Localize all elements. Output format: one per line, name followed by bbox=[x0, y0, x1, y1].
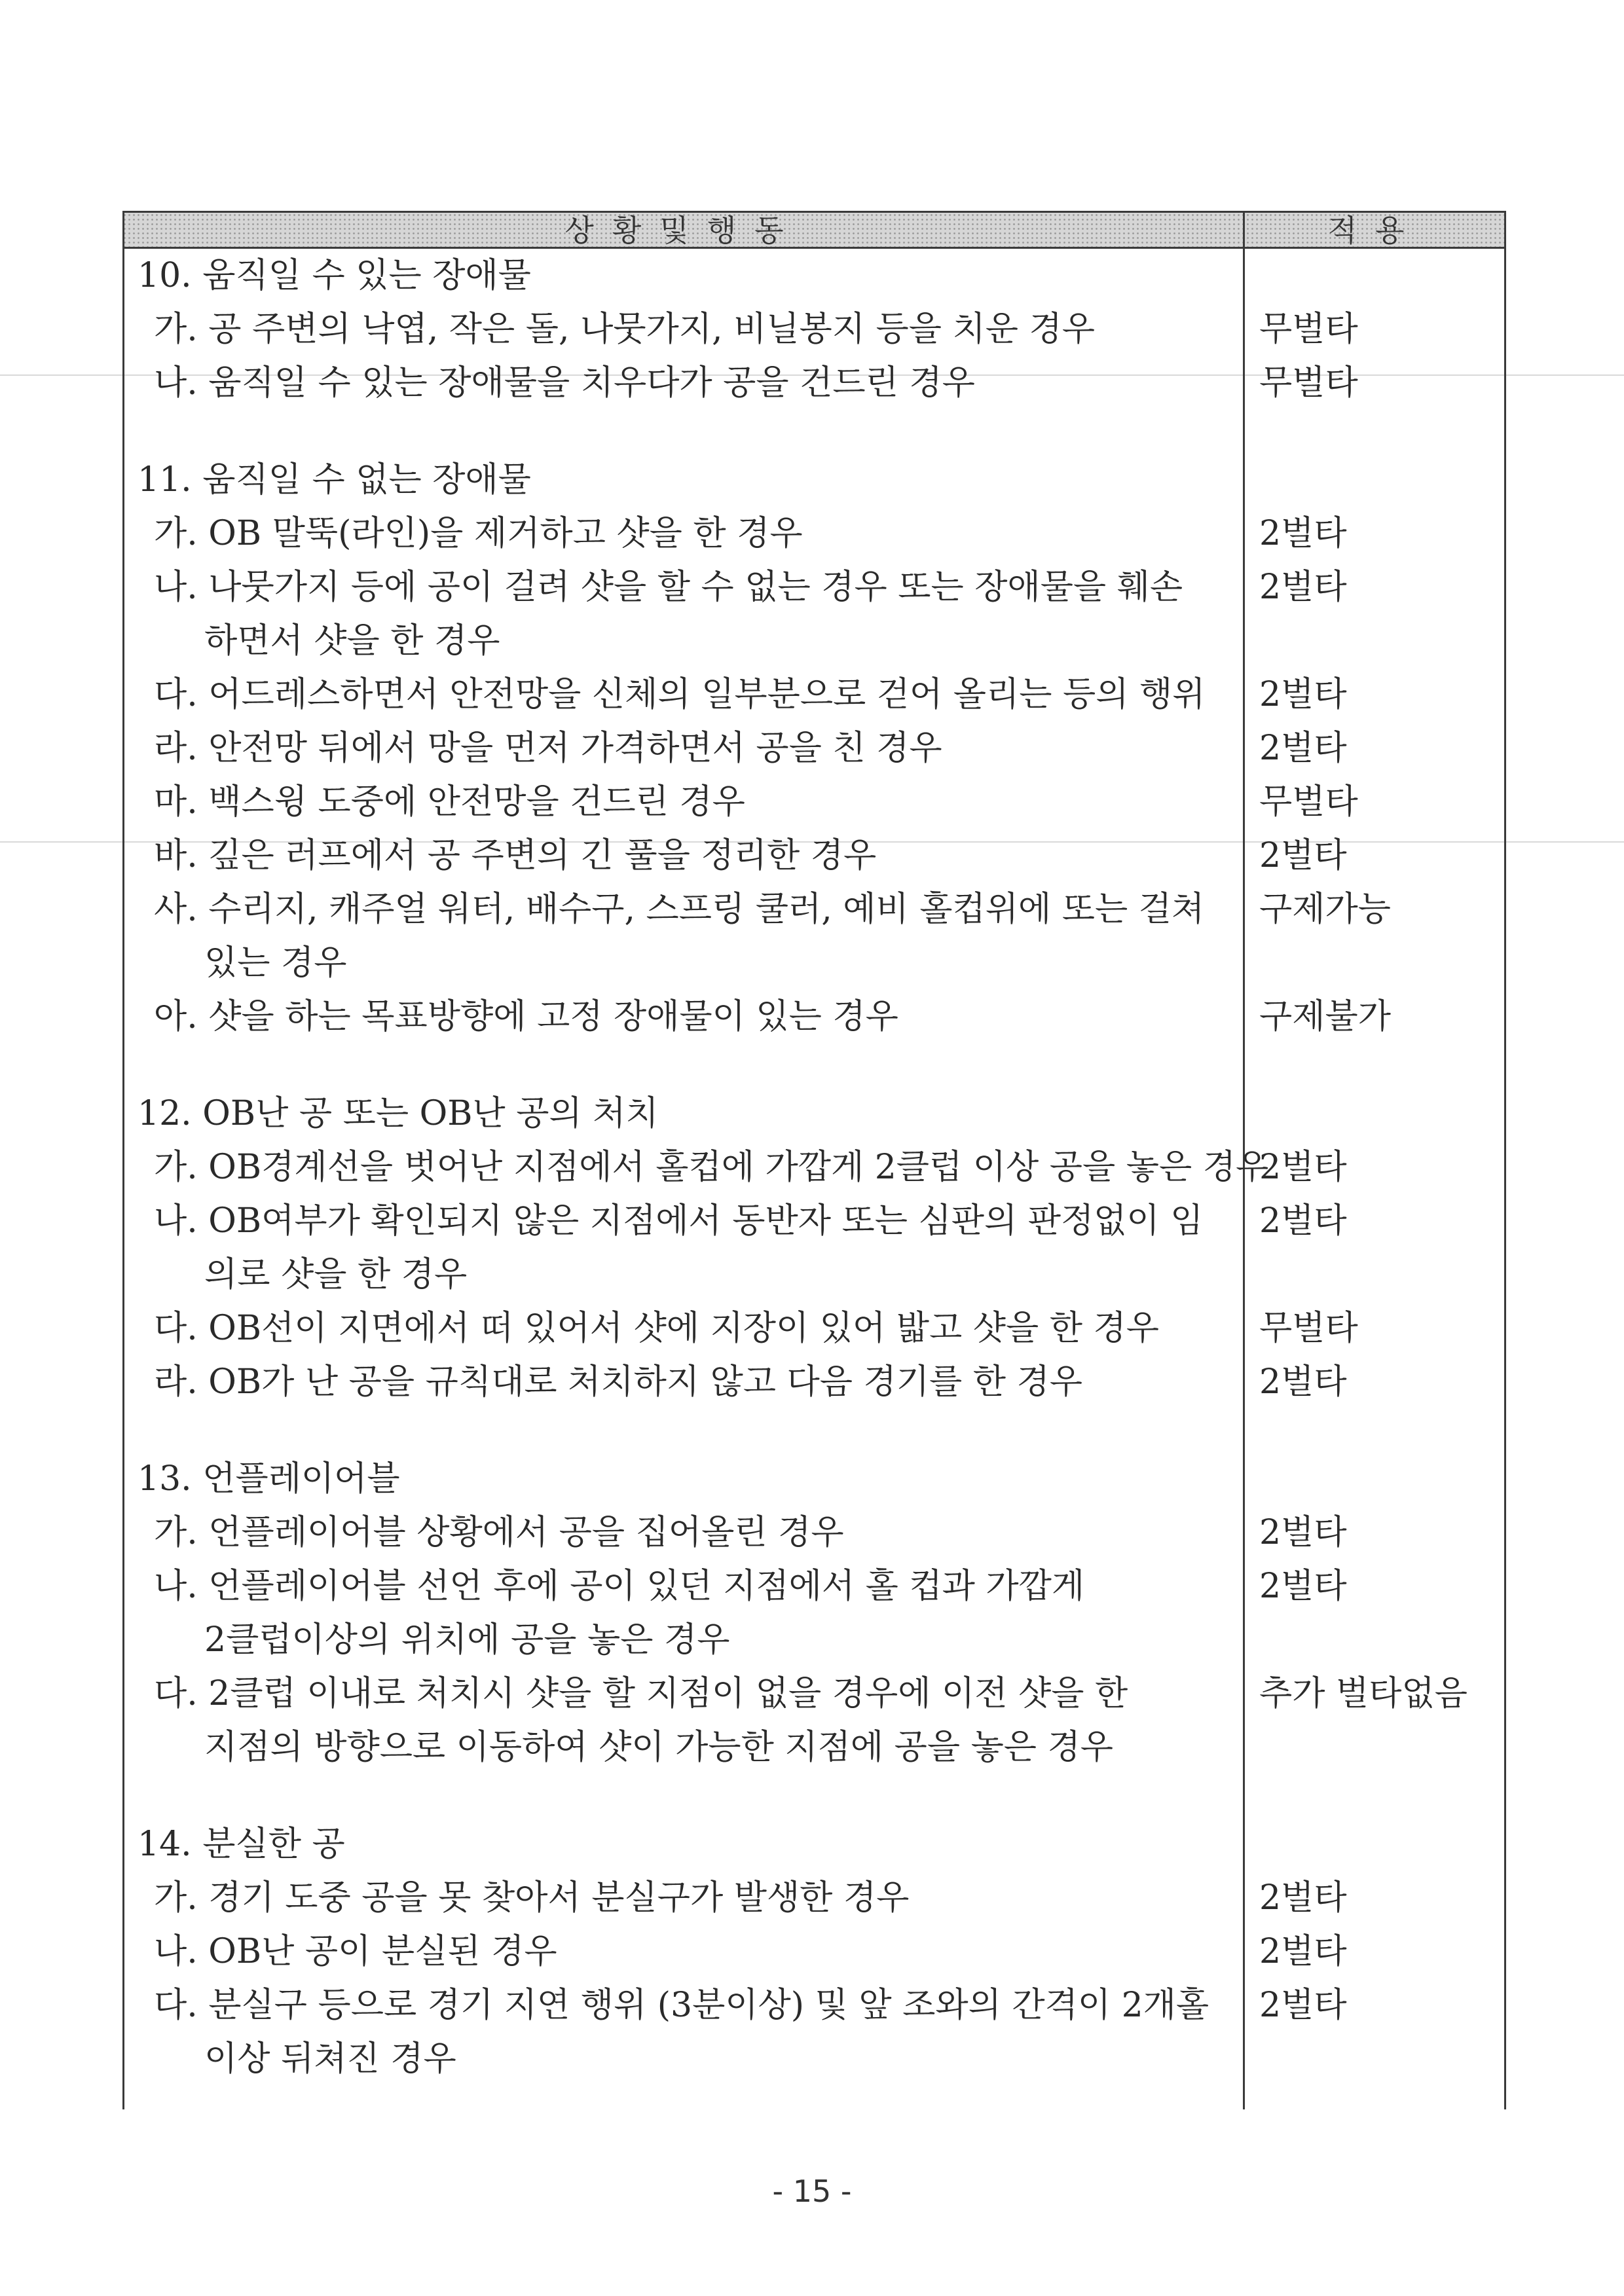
table-row bbox=[122, 560, 1506, 614]
situation-item: 아. 샷을 하는 목표방향에 고정 장애물이 있는 경우 bbox=[154, 997, 898, 1036]
situation-item: 가. OB 말뚝(라인)을 제거하고 샷을 한 경우 bbox=[154, 514, 803, 553]
situation-item: 다. 분실구 등으로 경기 지연 행위 (3분이상) 및 앞 조와의 간격이 2개홀 bbox=[154, 1986, 1209, 2025]
header-apply: 적용 bbox=[1327, 213, 1423, 248]
situation-item: 다. OB선이 지면에서 떠 있어서 샷에 지장이 있어 밟고 샷을 한 경우 bbox=[154, 1309, 1159, 1348]
table-row bbox=[122, 507, 1506, 560]
penalty-value: 2벌타 bbox=[1259, 1986, 1347, 2025]
item-continuation: 이상 뒤쳐진 경우 bbox=[204, 2039, 456, 2079]
table-row bbox=[122, 1194, 1506, 1248]
table-row bbox=[122, 1302, 1506, 1355]
item-continuation: 의로 샷을 한 경우 bbox=[204, 1255, 468, 1294]
table-row bbox=[122, 668, 1506, 721]
table-row bbox=[122, 829, 1506, 883]
penalty-value: 구제불가 bbox=[1259, 997, 1391, 1036]
table-row bbox=[122, 775, 1506, 829]
penalty-value: 구제가능 bbox=[1259, 890, 1391, 929]
section-title: 13. 언플레이어블 bbox=[138, 1459, 400, 1499]
table-row bbox=[122, 1667, 1506, 1721]
penalty-value: 2벌타 bbox=[1259, 1148, 1347, 1187]
section-title: 14. 분실한 공 bbox=[138, 1825, 345, 1864]
penalty-value: 2벌타 bbox=[1259, 1878, 1347, 1918]
penalty-value: 2벌타 bbox=[1259, 675, 1347, 714]
situation-item: 사. 수리지, 캐주얼 워터, 배수구, 스프링 쿨러, 예비 홀컵위에 또는 걸쳐 bbox=[154, 890, 1205, 929]
penalty-value: 2벌타 bbox=[1259, 514, 1347, 553]
table-row bbox=[122, 356, 1506, 410]
situation-item: 나. OB여부가 확인되지 않은 지점에서 동반자 또는 심판의 판정없이 임 bbox=[154, 1201, 1204, 1241]
table-row bbox=[122, 1559, 1506, 1613]
table-row bbox=[122, 302, 1506, 356]
situation-item: 가. 경기 도중 공을 못 찾아서 분실구가 발생한 경우 bbox=[154, 1878, 910, 1918]
penalty-value: 2벌타 bbox=[1259, 729, 1347, 768]
table-row bbox=[122, 1248, 1506, 1302]
penalty-value: 2벌타 bbox=[1259, 568, 1347, 607]
table-row bbox=[122, 1613, 1506, 1667]
penalty-value: 무벌타 bbox=[1259, 1309, 1358, 1348]
penalty-value: 2벌타 bbox=[1259, 1362, 1347, 1402]
item-continuation: 있는 경우 bbox=[204, 943, 347, 983]
table-row bbox=[122, 2032, 1506, 2086]
section-title: 12. OB난 공 또는 OB난 공의 처치 bbox=[138, 1094, 659, 1133]
table-header bbox=[122, 211, 1506, 249]
table-row bbox=[122, 1978, 1506, 2032]
table-row bbox=[122, 1087, 1506, 1140]
table-row bbox=[122, 614, 1506, 668]
penalty-value: 추가 벌타없음 bbox=[1259, 1674, 1467, 1713]
table-row bbox=[122, 1925, 1506, 1978]
penalty-value: 2벌타 bbox=[1259, 1513, 1347, 1552]
table-row bbox=[122, 1721, 1506, 1774]
table-row bbox=[122, 1355, 1506, 1409]
situation-item: 가. 공 주변의 낙엽, 작은 돌, 나뭇가지, 비닐봉지 등을 치운 경우 bbox=[154, 310, 1095, 349]
situation-item: 가. OB경계선을 벗어난 지점에서 홀컵에 가깝게 2클럽 이상 공을 놓은 경우 bbox=[154, 1148, 1269, 1187]
item-continuation: 2클럽이상의 위치에 공을 놓은 경우 bbox=[204, 1620, 730, 1660]
item-continuation: 하면서 샷을 한 경우 bbox=[204, 621, 500, 661]
header-situation: 상황및행동 bbox=[564, 213, 802, 248]
table-row bbox=[122, 1817, 1506, 1871]
table-row bbox=[122, 936, 1506, 990]
penalty-value: 2벌타 bbox=[1259, 836, 1347, 875]
table-row bbox=[122, 249, 1506, 302]
situation-item: 나. OB난 공이 분실된 경우 bbox=[154, 1932, 557, 1971]
table-row bbox=[122, 1506, 1506, 1559]
table-row bbox=[122, 883, 1506, 936]
situation-item: 가. 언플레이어블 상황에서 공을 집어올린 경우 bbox=[154, 1513, 844, 1552]
situation-item: 마. 백스윙 도중에 안전망을 건드린 경우 bbox=[154, 782, 745, 822]
penalty-value: 무벌타 bbox=[1259, 363, 1358, 403]
table-row bbox=[122, 1140, 1506, 1194]
table-row bbox=[122, 1871, 1506, 1925]
situation-item: 다. 어드레스하면서 안전망을 신체의 일부분으로 걷어 올리는 등의 행위 bbox=[154, 675, 1206, 714]
penalty-value: 2벌타 bbox=[1259, 1932, 1347, 1971]
situation-item: 바. 깊은 러프에서 공 주변의 긴 풀을 정리한 경우 bbox=[154, 836, 877, 875]
situation-item: 다. 2클럽 이내로 처치시 샷을 할 지점이 없을 경우에 이전 샷을 한 bbox=[154, 1674, 1128, 1713]
situation-item: 나. 언플레이어블 선언 후에 공이 있던 지점에서 홀 컵과 가깝게 bbox=[154, 1567, 1085, 1606]
penalty-value: 무벌타 bbox=[1259, 782, 1358, 822]
penalty-table bbox=[122, 211, 1506, 2109]
situation-item: 라. 안전망 뒤에서 망을 먼저 가격하면서 공을 친 경우 bbox=[154, 729, 942, 768]
table-row bbox=[122, 990, 1506, 1044]
penalty-value: 2벌타 bbox=[1259, 1201, 1347, 1241]
penalty-value: 무벌타 bbox=[1259, 310, 1358, 349]
section-title: 11. 움직일 수 없는 장애물 bbox=[138, 460, 531, 500]
section-title: 10. 움직일 수 있는 장애물 bbox=[138, 256, 531, 295]
page-number: - 15 - bbox=[772, 2174, 852, 2209]
situation-item: 라. OB가 난 공을 규칙대로 처치하지 않고 다음 경기를 한 경우 bbox=[154, 1362, 1083, 1402]
situation-item: 나. 나뭇가지 등에 공이 걸려 샷을 할 수 없는 경우 또는 장애물을 훼손 bbox=[154, 568, 1183, 607]
item-continuation: 지점의 방향으로 이동하여 샷이 가능한 지점에 공을 놓은 경우 bbox=[204, 1728, 1114, 1767]
table-row bbox=[122, 721, 1506, 775]
table-row bbox=[122, 1452, 1506, 1506]
situation-item: 나. 움직일 수 있는 장애물을 치우다가 공을 건드린 경우 bbox=[154, 363, 975, 403]
penalty-value: 2벌타 bbox=[1259, 1567, 1347, 1606]
table-row bbox=[122, 453, 1506, 507]
